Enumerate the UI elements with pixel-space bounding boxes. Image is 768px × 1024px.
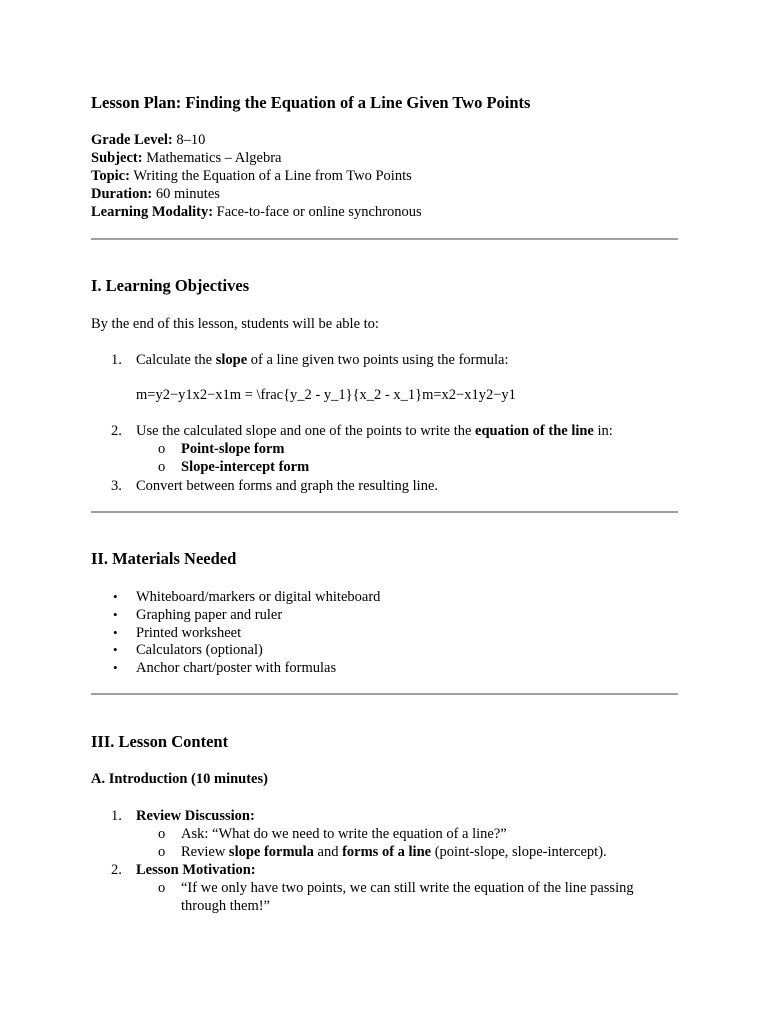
introduction-subheading: A. Introduction (10 minutes) bbox=[91, 771, 268, 787]
sub-bullet: o bbox=[158, 844, 166, 860]
review-forms-text-end: (point-slope, slope-intercept). bbox=[431, 844, 607, 860]
motivation-quote-line-2: through them!” bbox=[181, 898, 270, 914]
objective-1 bbox=[136, 351, 509, 369]
slope-intercept-form-item bbox=[181, 458, 309, 476]
lesson-motivation-item bbox=[136, 861, 256, 879]
sub-bullet: o bbox=[158, 441, 166, 457]
review-forms-text-mid: and bbox=[313, 844, 343, 860]
bullet: • bbox=[113, 642, 118, 657]
objective-3: Convert between forms and graph the resulting line. bbox=[136, 478, 439, 494]
objective-2-bold: equation of the line bbox=[475, 423, 594, 439]
list-number: 2. bbox=[111, 423, 122, 439]
subject-value: Mathematics – Algebra bbox=[142, 150, 282, 166]
material-item: Printed worksheet bbox=[136, 625, 242, 641]
grade-level-line bbox=[91, 131, 205, 149]
divider bbox=[91, 511, 678, 513]
material-item: Graphing paper and ruler bbox=[136, 607, 283, 623]
divider bbox=[91, 693, 678, 695]
bullet: • bbox=[113, 607, 118, 622]
duration-value: 60 minutes bbox=[152, 186, 220, 202]
subject-label: Subject: bbox=[91, 150, 143, 166]
modality-label: Learning Modality: bbox=[91, 204, 214, 220]
materials-heading: II. Materials Needed bbox=[91, 549, 237, 568]
review-forms-item bbox=[181, 843, 607, 861]
slope-formula: m=y2−y1x2−x1m = \frac{y_2 - y_1}{x_2 - x_1}m=x2−x1y2−y1 bbox=[136, 387, 516, 403]
review-discussion-item bbox=[136, 807, 255, 825]
objective-2 bbox=[136, 422, 613, 440]
objective-1-text: Calculate the bbox=[136, 352, 216, 368]
slope-formula-bold: slope formula bbox=[228, 844, 314, 860]
topic-line bbox=[91, 167, 412, 185]
topic-value: Writing the Equation of a Line from Two Points bbox=[129, 168, 412, 184]
slope-intercept-form-label: Slope-intercept form bbox=[181, 459, 310, 475]
grade-level-label: Grade Level: bbox=[91, 132, 173, 148]
objective-1-text-end: of a line given two points using the formula: bbox=[247, 352, 509, 368]
list-number: 1. bbox=[111, 808, 122, 824]
modality-line bbox=[91, 203, 422, 221]
sub-bullet: o bbox=[158, 880, 166, 896]
grade-level-value: 8–10 bbox=[172, 132, 206, 148]
bullet: • bbox=[113, 660, 118, 675]
subject-line bbox=[91, 149, 281, 167]
objective-2-text: Use the calculated slope and one of the points to write the bbox=[136, 423, 476, 439]
objective-1-bold: slope bbox=[215, 352, 248, 368]
divider bbox=[91, 238, 678, 240]
review-forms-text: Review bbox=[181, 844, 229, 860]
point-slope-form-label: Point-slope form bbox=[181, 441, 285, 457]
lesson-motivation-label: Lesson Motivation: bbox=[136, 862, 256, 878]
forms-of-line-bold: forms of a line bbox=[342, 844, 432, 860]
lesson-content-heading: III. Lesson Content bbox=[91, 732, 229, 751]
modality-value: Face-to-face or online synchronous bbox=[213, 204, 422, 220]
duration-line bbox=[91, 185, 220, 203]
material-item: Anchor chart/poster with formulas bbox=[136, 660, 337, 676]
material-item: Calculators (optional) bbox=[136, 642, 263, 658]
review-discussion-label: Review Discussion: bbox=[136, 808, 255, 824]
duration-label: Duration: bbox=[91, 186, 153, 202]
point-slope-form-item bbox=[181, 440, 285, 458]
objectives-intro: By the end of this lesson, students will be able to: bbox=[91, 316, 379, 332]
ask-question-item: Ask: “What do we need to write the equation of a line?” bbox=[181, 826, 507, 842]
sub-bullet: o bbox=[158, 826, 166, 842]
list-number: 2. bbox=[111, 862, 122, 878]
bullet: • bbox=[113, 625, 118, 640]
motivation-quote-line-1: “If we only have two points, we can still write the equation of the line passing bbox=[181, 880, 634, 896]
objectives-heading: I. Learning Objectives bbox=[91, 276, 250, 295]
list-number: 1. bbox=[111, 352, 122, 368]
document-title: Lesson Plan: Finding the Equation of a Line Given Two Points bbox=[91, 93, 531, 112]
material-item: Whiteboard/markers or digital whiteboard bbox=[136, 589, 381, 605]
bullet: • bbox=[113, 589, 118, 604]
list-number: 3. bbox=[111, 478, 122, 494]
objective-2-text-end: in: bbox=[593, 423, 613, 439]
topic-label: Topic: bbox=[91, 168, 130, 184]
sub-bullet: o bbox=[158, 459, 166, 475]
